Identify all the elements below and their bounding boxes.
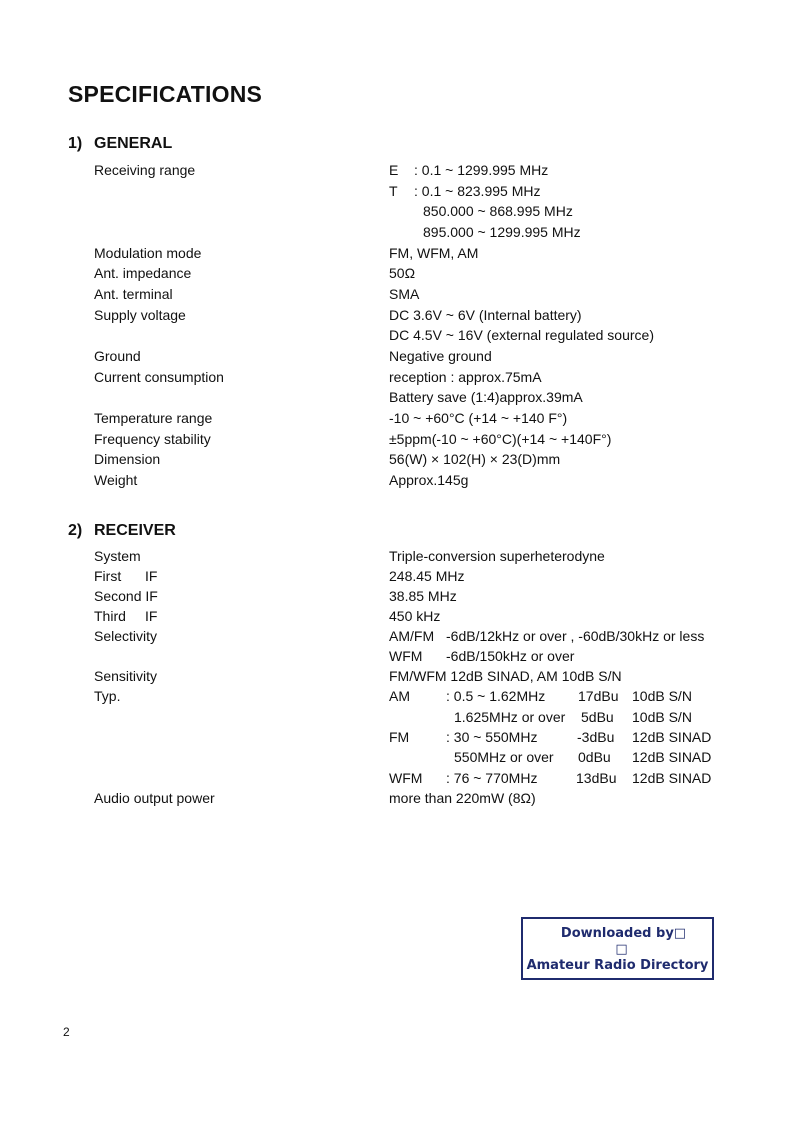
typ-level: 0dBu [578, 749, 611, 765]
spec-value: ±5ppm(-10 ~ +60°C)(+14 ~ +140F°) [389, 431, 612, 447]
spec-label: Third [94, 608, 126, 624]
spec-label: IF [145, 608, 158, 624]
typ-mode: FM [389, 729, 410, 745]
typ-level: -3dBu [577, 729, 615, 745]
spec-value: FM, WFM, AM [389, 245, 479, 261]
spec-label: System [94, 548, 141, 564]
spec-label: Current consumption [94, 369, 224, 385]
spec-value: -6dB/150kHz or over [446, 648, 575, 664]
spec-value: 248.45 MHz [389, 568, 465, 584]
section-receiver-heading [68, 522, 176, 540]
spec-value: SMA [389, 286, 420, 302]
spec-label: Ground [94, 348, 141, 364]
page-number: 2 [63, 1025, 70, 1039]
spec-band-code: T [389, 183, 398, 199]
spec-label: Selectivity [94, 628, 158, 644]
spec-label: Ant. impedance [94, 265, 192, 281]
typ-range: 1.625MHz or over [454, 709, 566, 725]
section-number: 1) [68, 135, 83, 152]
spec-mode: AM/FM [389, 628, 435, 644]
spec-value: more than 220mW (8Ω) [389, 790, 536, 806]
spec-value: -6dB/12kHz or over , -60dB/30kHz or less [446, 628, 705, 644]
spec-label: Sensitivity [94, 668, 158, 684]
spec-label: Supply voltage [94, 307, 186, 323]
typ-level: 5dBu [581, 709, 614, 725]
section-number: 2) [68, 522, 83, 539]
spec-value: 38.85 MHz [389, 588, 457, 604]
spec-label: Frequency stability [94, 431, 211, 447]
spec-value: : 0.1 ~ 1299.995 MHz [414, 162, 549, 178]
typ-level: 17dBu [578, 688, 619, 704]
spec-value: 56(W) × 102(H) × 23(D)mm [389, 451, 561, 467]
typ-spec: 12dB SINAD [632, 729, 712, 745]
typ-range: : 76 ~ 770MHz [446, 770, 538, 786]
spec-value: Approx.145g [389, 472, 469, 488]
spec-value: Negative ground [389, 348, 492, 364]
spec-label: Weight [94, 472, 138, 488]
spec-value: : 0.1 ~ 823.995 MHz [414, 183, 541, 199]
spec-label: IF [145, 568, 158, 584]
spec-value: 50Ω [389, 265, 416, 281]
typ-range: : 30 ~ 550MHz [446, 729, 538, 745]
typ-spec: 10dB S/N [632, 709, 692, 725]
spec-label: Dimension [94, 451, 161, 467]
typ-spec: 10dB S/N [632, 688, 692, 704]
spec-value: 450 kHz [389, 608, 441, 624]
spec-value: FM/WFM 12dB SINAD, AM 10dB S/N [389, 668, 622, 684]
spec-value: DC 4.5V ~ 16V (external regulated source) [389, 327, 654, 343]
spec-label: Typ. [94, 688, 121, 704]
spec-value: 895.000 ~ 1299.995 MHz [423, 224, 581, 240]
stamp-line-2: □ [615, 942, 628, 957]
spec-mode: WFM [389, 648, 423, 664]
spec-label: Audio output power [94, 790, 215, 806]
spec-value: Battery save (1:4)approx.39mA [389, 389, 583, 405]
spec-label: Receiving range [94, 162, 196, 178]
spec-band-code: E [389, 162, 399, 178]
typ-spec: 12dB SINAD [632, 749, 712, 765]
typ-range: : 0.5 ~ 1.62MHz [446, 688, 546, 704]
page-title: SPECIFICATIONS [68, 81, 263, 107]
stamp-line-1: Downloaded by□ [560, 926, 687, 941]
spec-value: Triple-conversion superheterodyne [389, 548, 605, 564]
spec-value: reception : approx.75mA [389, 369, 542, 385]
spec-value: -10 ~ +60°C (+14 ~ +140 F°) [389, 410, 568, 426]
stamp-line-3: Amateur Radio Directory [526, 958, 709, 973]
typ-range: 550MHz or over [454, 749, 554, 765]
spec-label: Temperature range [94, 410, 213, 426]
typ-spec: 12dB SINAD [632, 770, 712, 786]
spec-value: DC 3.6V ~ 6V (Internal battery) [389, 307, 582, 323]
section-general-heading [68, 135, 172, 153]
spec-label: Second IF [94, 588, 158, 604]
download-stamp [521, 917, 714, 980]
section-title: RECEIVER [94, 522, 176, 539]
section-title: GENERAL [94, 135, 173, 152]
typ-level: 13dBu [576, 770, 617, 786]
spec-label: Ant. terminal [94, 286, 173, 302]
spec-label: Modulation mode [94, 245, 202, 261]
typ-mode: WFM [389, 770, 423, 786]
spec-value: 850.000 ~ 868.995 MHz [423, 203, 573, 219]
typ-mode: AM [389, 688, 410, 704]
spec-label: First [94, 568, 122, 584]
